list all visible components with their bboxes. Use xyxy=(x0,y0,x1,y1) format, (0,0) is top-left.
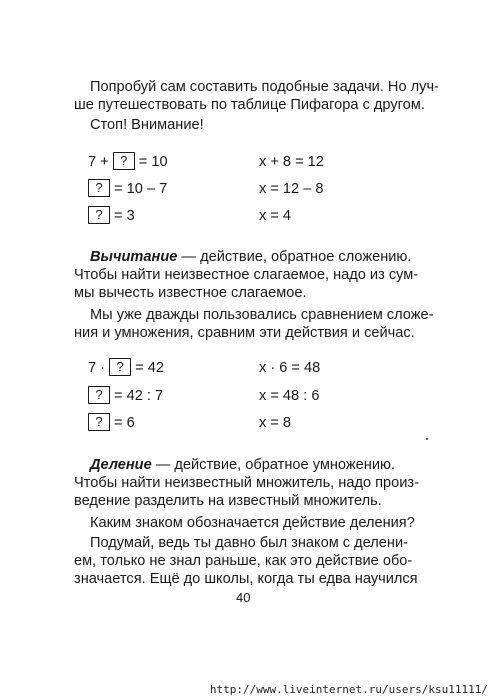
addition-eq-1 xyxy=(88,152,168,172)
intro-line-1: Попробуй сам составить подобные задачи. Но луч- xyxy=(90,79,439,95)
intro-line-3: Стоп! Внимание! xyxy=(90,117,204,133)
eq-text: = 10 – 7 xyxy=(110,181,168,197)
page-number: 40 xyxy=(236,590,251,605)
addition-eq-2 xyxy=(88,179,167,199)
closing-line-2: ем, только не знал раньше, как это действие обо- xyxy=(74,553,413,569)
division-rule-line-1 xyxy=(90,456,395,474)
unknown-box: ? xyxy=(88,179,110,197)
term-subtraction: Вычитание xyxy=(90,249,178,265)
eq-text: = 42 xyxy=(131,360,164,376)
division-rule-line-3: ведение разделить на известный множитель. xyxy=(74,493,382,509)
eq-text: = 3 xyxy=(110,208,135,224)
unknown-box: ? xyxy=(109,358,131,376)
eq-text: 7 · xyxy=(88,360,110,376)
division-rule-line-2: Чтобы найти неизвестный множитель, надо произ- xyxy=(74,475,419,491)
addition-eq-3 xyxy=(88,206,135,226)
bridge-line-1: Мы уже дважды пользовались сравнением сложе- xyxy=(90,307,434,323)
multiplication-eq-1 xyxy=(88,358,164,378)
multiplication-eq-2 xyxy=(88,386,163,406)
rule-text: — действие, обратное умножению. xyxy=(151,457,395,473)
eq-text: = 42 : 7 xyxy=(110,388,164,404)
multiplication-eq-2-x: x = 48 : 6 xyxy=(259,388,320,404)
addition-eq-2-x: x = 12 – 8 xyxy=(259,181,324,197)
addition-eq-1-x: x + 8 = 12 xyxy=(259,154,324,170)
unknown-box: ? xyxy=(88,413,110,431)
multiplication-eq-3-x: x = 8 xyxy=(259,415,292,431)
print-speck xyxy=(426,438,428,440)
unknown-box: ? xyxy=(88,386,110,404)
unknown-box: ? xyxy=(113,152,135,170)
subtraction-rule-line-3: мы вычесть известное слагаемое. xyxy=(74,285,307,301)
multiplication-eq-3 xyxy=(88,413,135,433)
closing-line-1: Подумай, ведь ты давно был знаком с делени- xyxy=(90,535,408,551)
eq-text: = 6 xyxy=(110,415,135,431)
unknown-box: ? xyxy=(88,206,110,224)
question-line: Каким знаком обозначается действие деления? xyxy=(90,515,415,531)
subtraction-rule-line-2: Чтобы найти неизвестное слагаемое, надо из сум- xyxy=(74,267,419,283)
subtraction-rule-line-1 xyxy=(90,248,411,266)
intro-line-2: ше путешествовать по таблице Пифагора с другом. xyxy=(74,97,425,113)
rule-text: — действие, обратное сложению. xyxy=(177,249,412,265)
multiplication-eq-1-x: x · 6 = 48 xyxy=(259,360,321,376)
closing-line-3: значается. Ещё до школы, когда ты едва научился xyxy=(74,571,418,587)
eq-text: = 10 xyxy=(134,154,168,170)
term-division: Деление xyxy=(90,457,152,473)
addition-eq-3-x: x = 4 xyxy=(259,208,292,224)
eq-text: 7 + xyxy=(88,154,113,170)
watermark-url: http://www.liveinternet.ru/users/ksu11111/ xyxy=(209,683,488,696)
bridge-line-2: ния и умножения, сравним эти действия и сейчас. xyxy=(74,325,415,341)
